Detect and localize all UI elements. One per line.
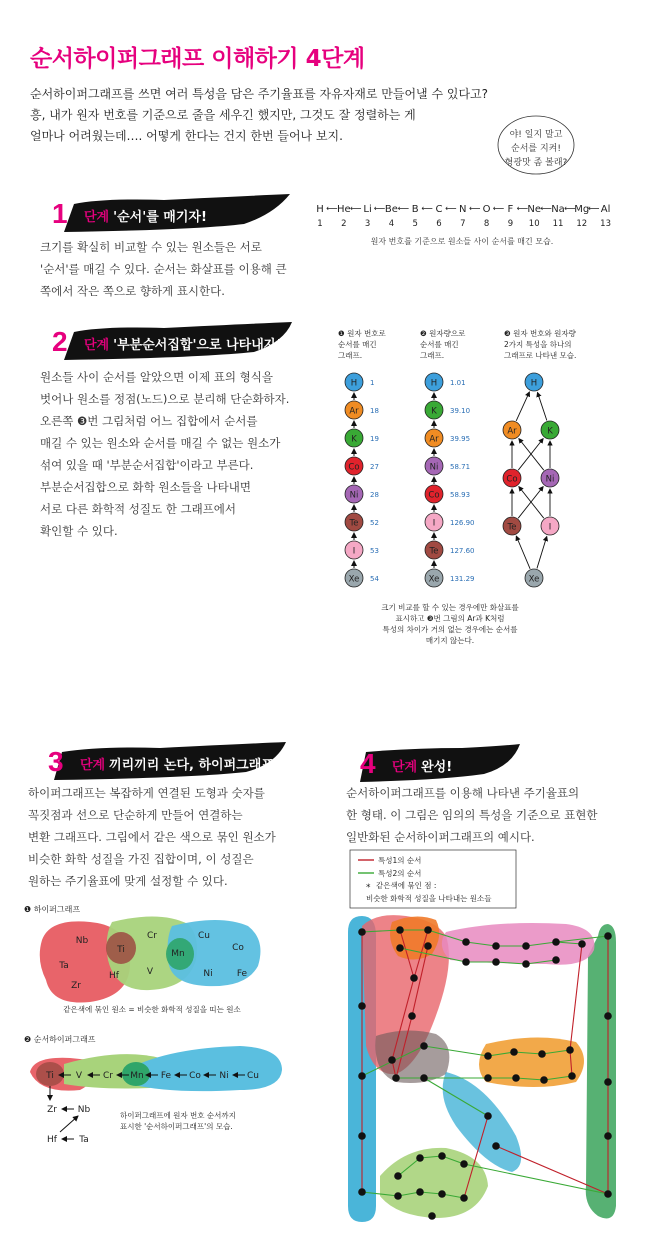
element-value: 1.01 [450,379,466,387]
figure-label: 2가지 특성을 하나의 [504,340,572,349]
element-symbol: I [432,518,436,529]
graph-node [604,1132,612,1140]
graph-node [484,1052,492,1060]
chain-number: 1 [317,219,323,229]
hyperedge-orange [390,916,439,959]
element-symbol: I [352,546,356,557]
element-symbol: K [547,426,553,437]
graph-node [512,1074,520,1082]
element-symbol: Xe [348,574,360,585]
order-arrow [537,392,546,420]
graph-node [538,1050,546,1058]
chain-element: C [435,204,443,215]
intro-line: 흥, 내가 원자 번호를 기준으로 줄을 세우긴 했지만, 그것도 잘 정렬하는 게 [30,108,416,122]
body-line: 비슷한 화학 성질을 가진 집합이며, 이 성질은 [28,852,254,866]
element-value: 19 [370,435,379,443]
graph-node [388,1056,396,1064]
figure-caption: 특성의 차이가 거의 없는 경우에는 순서를 [382,625,518,634]
body-line: 섞여 있을 때 '부분순서집합'이라고 부른다. [40,458,254,472]
poset-figures [332,326,632,656]
graph-node [416,1154,424,1162]
figure-label: ❷ 원자량으로 [420,329,466,338]
element-symbol: V [75,1071,83,1081]
chain-element: Mg [574,204,590,215]
element-symbol: Co [232,943,244,953]
graph-node [492,1142,500,1150]
step-heading: '순서'를 매기자! [113,210,207,225]
element-value: 54 [370,575,379,583]
figure-label: 그래프로 나타낸 모습. [504,351,577,360]
element-value: 58.71 [450,463,471,471]
graph-node [416,1188,424,1196]
figure-label: ❶ 하이퍼그래프 [24,905,81,914]
body-line: '순서'를 매길 수 있다. 순서는 화살표를 이용해 큰 [40,262,287,276]
speech-bubble [496,114,576,180]
element-symbol: Ni [349,490,359,501]
figure-label: 그래프. [420,351,445,360]
element-symbol: V [146,967,154,977]
graph-node [420,1042,428,1050]
graph-node [604,1078,612,1086]
order-arrow [518,439,543,471]
element-symbol: Co [348,462,360,473]
step-number: 1 [52,198,68,229]
element-symbol: Ta [59,961,69,971]
body-line: 순서하이퍼그래프를 이용해 나타낸 주기율표의 [346,786,580,800]
chain-number: 13 [600,219,612,229]
order-arrow [519,439,544,471]
chain-element: B [411,204,419,215]
step-label: 단계 [84,338,110,353]
graph-node [460,1160,468,1168]
graph-node [420,1074,428,1082]
figure-caption: 같은색에 묶인 원소 = 비슷한 화학적 성질을 띠는 원소 [63,1005,241,1014]
step-label: 단계 [80,758,106,773]
element-value: 1 [370,379,375,387]
graph-node [424,942,432,950]
left-arrow: ⟵ [349,204,362,213]
body-line: 쪽에서 작은 쪽으로 향하게 표시한다. [40,284,225,298]
chain-number: 11 [552,219,564,229]
chain-number: 9 [507,219,514,229]
body-line: 일반화된 순서하이퍼그래프의 예시다. [346,830,535,844]
intro-line: 순서하이퍼그래프를 쓰면 여러 특성을 담은 주기율표를 자유자재로 만들어낼 수 있다고? [30,87,489,101]
graph-node [424,926,432,934]
chain-element: F [507,204,514,215]
element-symbol: Ni [429,462,439,473]
left-arrow: ⟵ [445,204,457,213]
step-heading: 완성! [421,760,453,775]
graph-node [568,1072,576,1080]
order-arrow [519,487,544,519]
element-symbol: Hf [47,1135,57,1145]
graph-node [358,928,366,936]
left-arrow: ⟵ [540,204,552,213]
body-line: 원하는 주기율표에 맞게 설정할 수 있다. [28,874,228,888]
element-symbol: Te [349,518,359,529]
element-symbol: H [530,378,538,389]
order-arrow [518,487,543,519]
element-value: 28 [370,491,379,499]
element-symbol: Nb [77,1105,91,1115]
element-symbol: I [548,522,552,533]
element-symbol: Mn [171,949,185,959]
left-arrow: ⟵ [397,204,410,213]
chain-number: 6 [436,219,442,229]
chain-number: 7 [460,219,466,229]
element-symbol: Zr [47,1105,57,1115]
figure-label: ❷ 순서하이퍼그래프 [24,1035,96,1044]
atomic-number-chain [312,196,612,256]
element-value: 52 [370,519,379,527]
graph-node [484,1112,492,1120]
chain-element: Li [363,204,372,215]
chain-element: Ne [527,204,542,215]
element-symbol: Xe [528,574,540,585]
body-line: 꼭짓점과 선으로 단순하게 만들어 연결하는 [28,808,243,822]
element-value: 39.95 [450,435,471,443]
page-title: 순서하이퍼그래프 이해하기 4단계 [30,46,365,72]
left-arrow: ⟵ [326,204,338,213]
figure-caption: 하이퍼그래프에 원자 번호 순서까지 [120,1111,236,1120]
element-symbol: Ar [429,434,439,445]
element-value: 39.10 [450,407,471,415]
figure-caption: 표시하고 ❸번 그림의 Ar과 K처럼 [395,614,505,623]
left-arrow: ⟵ [468,204,481,213]
figure-caption: 표시한 '순서하이퍼그래프'의 모습. [120,1122,233,1131]
step3-body [28,782,276,892]
graph-node [410,974,418,982]
element-symbol: Te [507,522,517,533]
body-line: 변환 그래프다. 그림에서 같은 색으로 묶인 원소가 [28,830,276,844]
chain-element: He [336,204,351,215]
element-symbol: Ni [203,969,213,979]
step-heading: '부분순서집합'으로 나타내자! [113,338,283,353]
graph-node [552,956,560,964]
graph-node [392,1074,400,1082]
element-symbol: H [430,378,438,389]
element-symbol: Cu [247,1071,259,1081]
ordered-hypergraph-periodic-table [336,846,636,1226]
chain-element: Na [551,204,565,215]
graph-node [358,1132,366,1140]
chain-element: Be [384,204,398,215]
bubble-line: 야! 일지 말고 [509,130,563,140]
order-arrow [516,536,530,569]
chain-number: 3 [364,219,371,229]
hyperedge-gray [375,1030,449,1083]
body-line: 부분순서집합으로 화학 원소들을 나타내면 [40,480,251,494]
graph-node [492,958,500,966]
element-symbol: Ar [349,406,359,417]
graph-node [578,940,586,948]
graph-node [604,1190,612,1198]
figure-caption: 크기 비교를 할 수 있는 경우에만 화살표를 [381,603,519,612]
left-arrow: ⟵ [421,204,433,213]
element-symbol: Cr [147,931,157,941]
step3-banner [40,742,290,782]
graph-node [394,1192,402,1200]
element-symbol: Co [506,474,518,485]
element-symbol: Ni [545,474,555,485]
left-arrow: ⟵ [587,204,600,213]
figure-label: ❸ 원자 번호와 원자량 [504,329,576,338]
element-value: 127.60 [450,547,475,555]
graph-node [492,942,500,950]
element-value: 27 [370,463,379,471]
graph-node [358,1002,366,1010]
step-label: 단계 [392,760,418,775]
hyperedge-green-light [380,1148,488,1218]
intro-line: 얼마나 어려웠는데…. 어떻게 한다는 건지 한번 들어나 보지. [30,129,343,143]
graph-node [484,1074,492,1082]
bubble-line: 순서를 지켜! [511,144,561,154]
chain-element: N [459,204,467,215]
element-symbol: H [350,378,358,389]
element-symbol: Ta [79,1135,89,1145]
element-symbol: Zr [71,981,81,991]
step4-banner [352,744,522,784]
element-symbol: Nb [75,936,89,946]
element-value: 53 [370,547,379,555]
element-symbol: Xe [428,574,440,585]
graph-node [462,958,470,966]
element-value: 126.90 [450,519,475,527]
element-symbol: Ti [117,945,125,955]
body-line: 벗어나 원소를 정점(노드)으로 분리해 단순화하자. [40,392,290,406]
element-symbol: Hf [109,971,119,981]
intro-text [30,84,500,147]
element-symbol: K [351,434,357,445]
element-symbol: Co [428,490,440,501]
chain-element: Al [600,204,611,215]
figure-label: 순서를 매긴 [420,340,459,349]
graph-node [462,938,470,946]
chain-number: 5 [412,219,418,229]
step2-banner [44,322,294,362]
graph-node [394,1172,402,1180]
graph-node [438,1152,446,1160]
chain-caption: 원자 번호를 기준으로 원소들 사이 순서를 매긴 모습. [370,237,554,246]
body-line: 매길 수 있는 원소와 순서를 매길 수 없는 원소가 [40,436,281,450]
step-number: 3 [48,746,64,777]
element-symbol: Ti [46,1071,54,1081]
element-symbol: Cu [198,931,210,941]
hyperedge-blue [130,1046,282,1091]
step4-body [346,782,597,848]
element-symbol: Fe [160,1071,172,1081]
graph-node [358,1188,366,1196]
graph-node [408,1012,416,1020]
order-arrow [516,392,529,421]
figure-label: ❶ 원자 번호로 [338,329,386,338]
element-symbol: Te [429,546,439,557]
left-arrow: ⟵ [516,204,529,213]
graph-node [358,1072,366,1080]
bubble-line: 형광맛 좀 볼래? [504,158,568,168]
step1-banner [44,194,294,234]
legend-label: 특성1의 순서 [378,856,422,865]
graph-node [540,1076,548,1084]
graph-node [522,960,530,968]
step-number: 2 [52,326,68,357]
step-heading: 끼리끼리 논다, 하이퍼그래프 [109,758,274,773]
chain-number: 2 [341,219,347,229]
graph-node [396,926,404,934]
graph-node [604,932,612,940]
legend-label: 같은색에 묶인 점 : [376,881,437,890]
element-value: 58.93 [450,491,471,499]
hyperedge-green [586,924,616,1218]
element-symbol: K [431,406,437,417]
graph-node [396,944,404,952]
element-value: 18 [370,407,379,415]
chain-element: O [482,204,491,215]
body-line: 하이퍼그래프는 복잡하게 연결된 도형과 숫자를 [28,786,265,800]
left-arrow: ⟵ [373,204,386,213]
step2-body [40,366,289,542]
chain-element: H [316,204,324,215]
element-value: 131.29 [450,575,475,583]
left-arrow: ⟵ [492,204,505,213]
legend-label: 특성2의 순서 [378,869,422,878]
graph-node [604,1012,612,1020]
element-symbol: Mn [130,1071,144,1081]
graph-node [522,942,530,950]
element-symbol: Ar [507,426,517,437]
chain-number: 12 [576,219,588,229]
step-number: 4 [360,748,376,779]
figure-caption: 매기지 않는다. [425,636,475,645]
hypergraph-figures [20,900,320,1150]
order-arrow [60,1116,78,1132]
step1-body [40,236,287,302]
body-line: 서로 다른 화학적 성질도 한 그래프에서 [40,502,237,516]
asterisk-icon: * [366,883,371,893]
body-line: 크기를 확실히 비교할 수 있는 원소들은 서로 [40,240,262,254]
figure-label: 그래프. [338,351,363,360]
graph-node [510,1048,518,1056]
legend-label: 비슷한 화학적 성질을 나타내는 원소들 [366,894,492,903]
graph-node [428,1212,436,1220]
graph-node [460,1194,468,1202]
step-label: 단계 [84,210,110,225]
graph-node [552,938,560,946]
body-line: 오른쪽 ❸번 그림처럼 어느 집합에서 순서를 [40,414,258,428]
chain-number: 10 [528,219,540,229]
element-symbol: Fe [236,969,248,979]
body-line: 확인할 수 있다. [40,524,118,538]
element-symbol: Cr [103,1071,113,1081]
chain-number: 8 [483,219,490,229]
chain-number: 4 [388,219,395,229]
order-arrow [537,537,547,569]
element-symbol: Co [189,1071,201,1081]
graph-node [438,1190,446,1198]
left-arrow: ⟵ [564,204,576,213]
figure-label: 순서를 매긴 [338,340,377,349]
graph-node [566,1046,574,1054]
element-symbol: Ni [219,1071,229,1081]
body-line: 한 형태. 이 그림은 임의의 특성을 기준으로 표현한 [346,808,598,822]
body-line: 원소들 사이 순서를 알았으면 이제 표의 형식을 [40,370,274,384]
